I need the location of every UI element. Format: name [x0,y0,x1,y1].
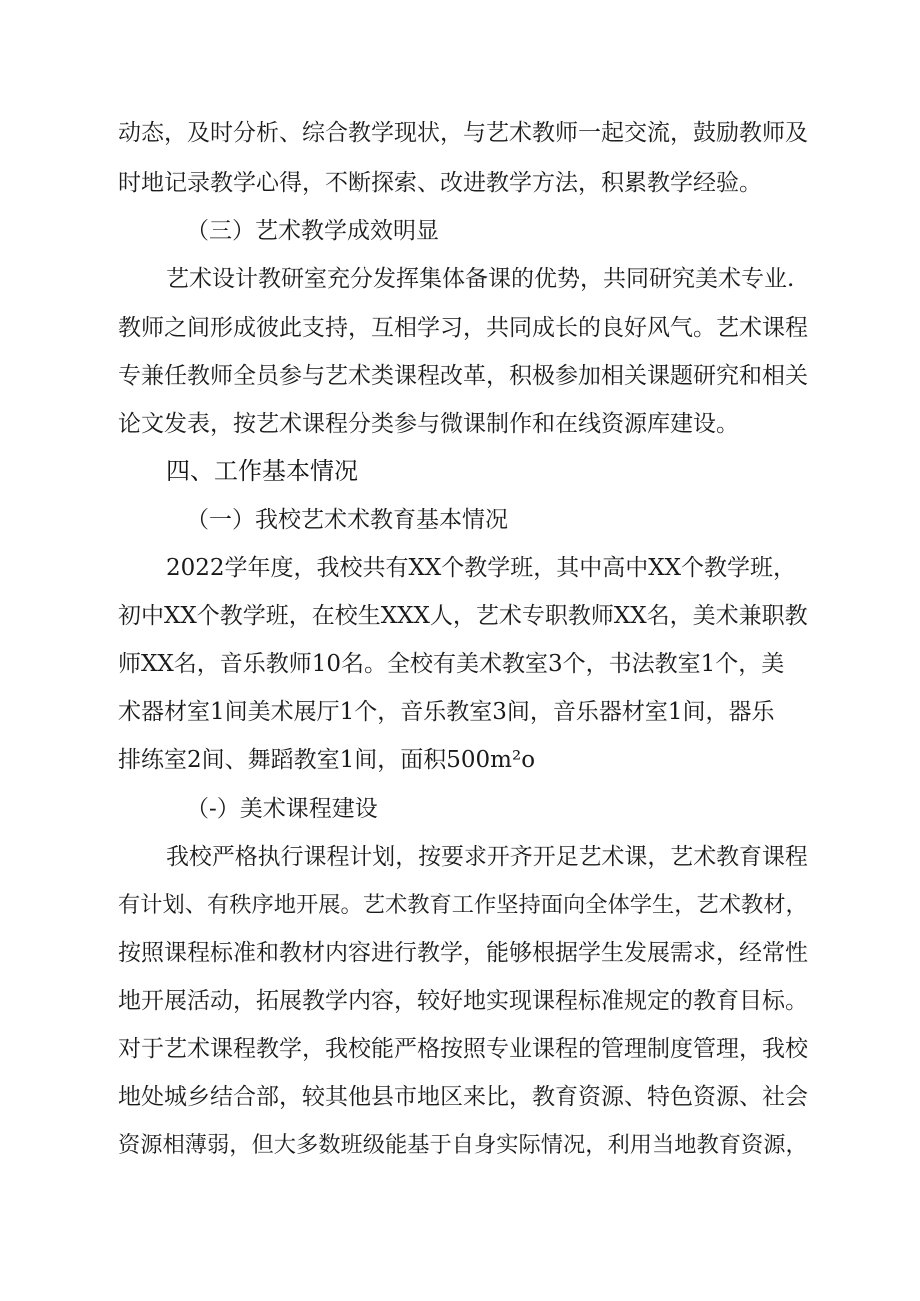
body-text-line: 专兼任教师全员参与艺术类课程改革，积极参加相关课题研究和相关 [118,363,808,389]
body-text-line: 对于艺术课程教学，我校能严格按照专业课程的管理制度管理，我校 [118,1036,808,1062]
section-heading: 四、工作基本情况 [166,457,358,485]
body-text-line: 教师之间形成彼此支持，互相学习，共同成长的良好风气。艺术课程 [118,315,808,341]
body-text-line: 动态，及时分析、综合教学现状，与艺术教师一起交流，鼓励教师及 [118,120,808,146]
body-text-line: 地开展活动，拓展教学内容，较好地实现课程标准规定的教育目标。 [118,988,808,1014]
body-text-line: 术器材室1间美术展厅1个，音乐教室3间，音乐器材室1间，器乐 [118,699,775,725]
body-text-line: 师XX名，音乐教师10名。全校有美术教室3个，书法教室1个，美 [118,651,785,677]
subsection-heading: （一）我校艺术术教育基本情况 [186,507,508,533]
body-text-line: 资源相薄弱，但大多数班级能基于自身实际情况，利用当地教育资源， [118,1132,808,1158]
body-text-line: 我校严格执行课程计划，按要求开齐开足艺术课，艺术教育课程 [166,844,808,870]
body-text-line: 时地记录教学心得，不断探索、改进教学方法，积累教学经验。 [118,170,762,196]
body-text-line: 排练室2间、舞蹈教室1间，面积500m²o [118,747,536,773]
body-text-line: 论文发表，按艺术课程分类参与微课制作和在线资源库建设。 [118,411,739,437]
subsection-heading: （-）美术课程建设 [186,796,378,822]
body-text-line: 初中XX个教学班，在校生XXX人，艺术专职教师XX名，美术兼职教 [118,603,808,629]
body-text-line: 2022学年度，我校共有XX个教学班，其中高中XX个教学班， [166,555,797,581]
body-text-line: 按照课程标准和教材内容进行教学，能够根据学生发展需求，经常性 [118,940,808,966]
subsection-heading: （三）艺术教学成效明显 [186,218,439,244]
body-text-line: 有计划、有秩序地开展。艺术教育工作坚持面向全体学生，艺术教材， [118,892,808,918]
body-text-line: 艺术设计教研室充分发挥集体备课的优势，共同研究美术专业. [166,266,795,292]
body-text-line: 地处城乡结合部，较其他县市地区来比，教育资源、特色资源、社会 [118,1084,808,1110]
